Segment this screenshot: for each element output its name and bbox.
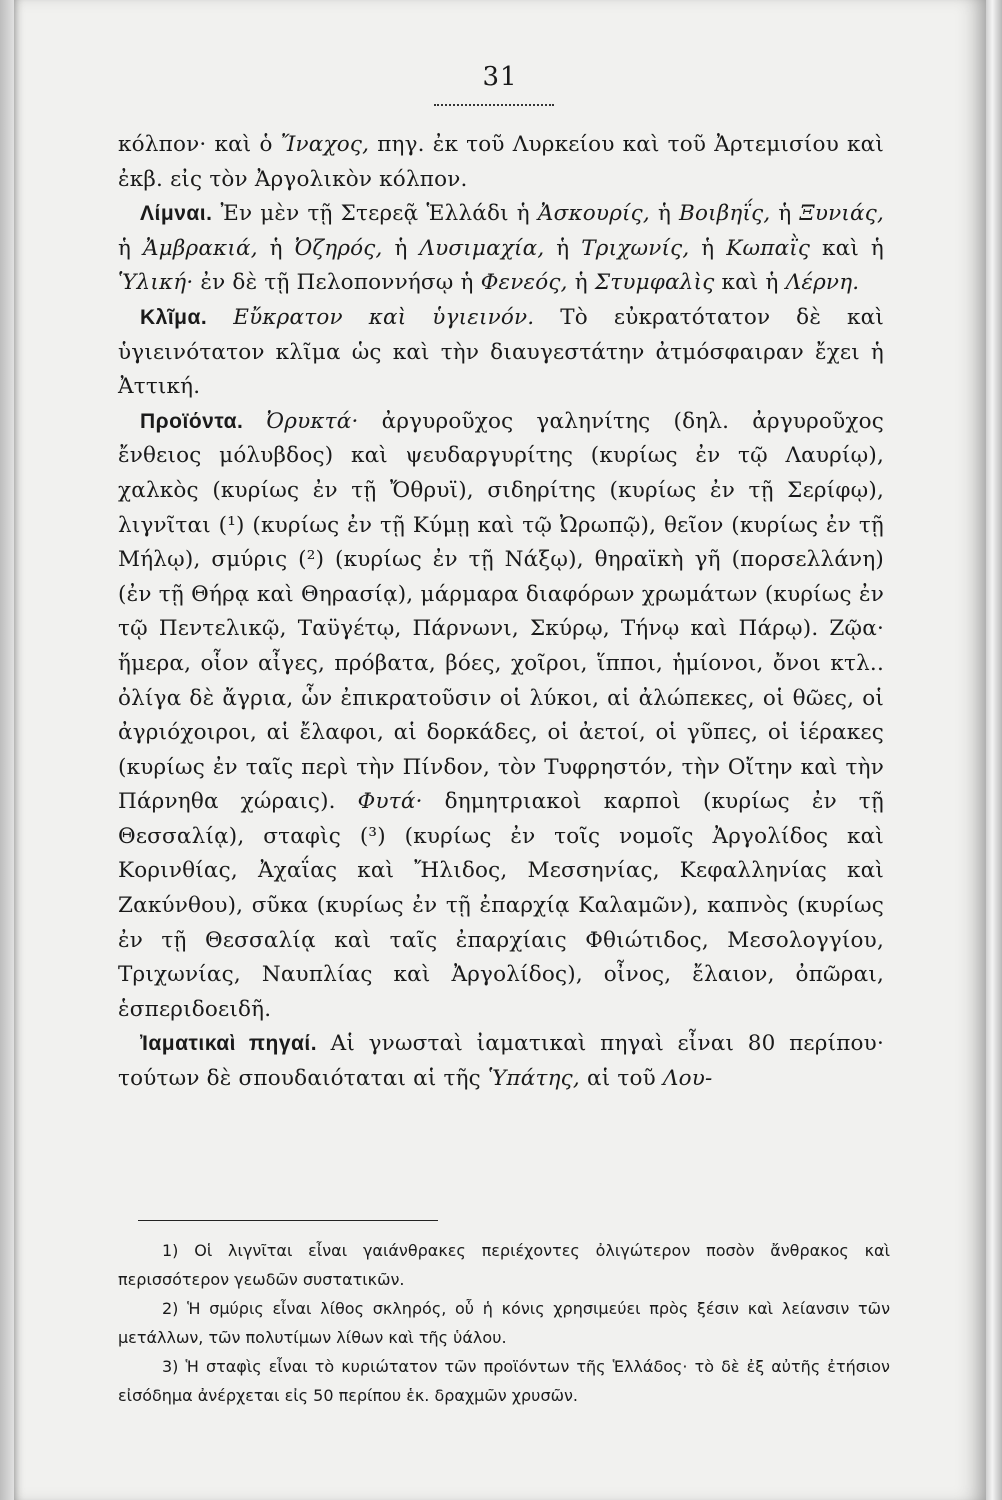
lake-name: Κωπαῒς — [726, 235, 811, 261]
section-heading-iamatikai: Ἰαματικαὶ πηγαί. — [140, 1032, 318, 1056]
paragraph-iamatikai — [118, 1027, 884, 1096]
text-run: δημητριακοὶ καρποὶ (κυρίως ἐν τῇ Θεσσαλίᾳ), σταφὶς (³) (κυρίως ἐν τοῖς νομοῖς Ἀργολίδος καὶ Κορινθίας, Ἀχαΐας καὶ Ἤλιδος, Μεσσηνίας, Κεφαλληνίας καὶ Ζακύνθου), σῦκα (κυρίως ἐν τῇ ἐπαρχίᾳ Καλαμῶν), καπνὸς (κυρίως ἐν τῇ Θεσσαλίᾳ καὶ ταῖς ἐπαρχίαις Φθιώτιδος, Μεσολογγίου, Τριχωνίας, Ναυπλίας καὶ Ἀργολίδος), οἶνος, ἔλαιον, ὀπῶραι, ἑσπεριδοειδῆ. — [118, 789, 884, 1022]
text-run: κόλπον· καὶ ὁ — [118, 132, 281, 157]
text-run: Τὸ εὐκρατότατον δὲ καὶ ὑγιεινότατον κλῖμα ὡς καὶ τὴν διαυγεστάτην ἀτμόσφαιραν ἔχει ἡ Ἀττική. — [118, 304, 884, 400]
text-run: Ἐν μὲν τῇ Στερεᾷ Ἑλλάδι ἡ — [212, 201, 538, 227]
lake-name: Ἀσκουρίς, — [537, 201, 650, 227]
place-name: Λου- — [662, 1066, 713, 1092]
lake-name: Στυμφαλὶς — [594, 270, 715, 296]
footnotes — [118, 1236, 890, 1410]
section-heading-proionta: Προϊόντα. — [140, 409, 244, 433]
text-run: ἡ — [567, 270, 595, 296]
lake-name: Βοιβηΐς, — [679, 201, 771, 227]
footnote-divider — [138, 1220, 438, 1221]
text-run: ἀργυροῦχος γαληνίτης (δηλ. ἀργυροῦχος ἔνθειος μόλυβδος) καὶ ψευδαργυρίτης (κυρίως ἐν τῷ Λαυρίῳ), χαλκὸς (κυρίως ἐν τῇ Ὄθρυϊ), σιδηρίτης (κυρίως ἐν τῇ Σερίφῳ), λιγνῖται (¹) (κυρίως ἐν τῇ Κύμῃ καὶ τῷ Ὠρωπῷ), θεῖον (κυρίως ἐν τῇ Μήλῳ), σμύρις (²) (κυρίως ἐν τῇ Νάξῳ), θηραϊκὴ γῆ (πορσελλάνη) (ἐν τῇ Θήρᾳ καὶ Θηρασίᾳ), μάρμαρα διαφόρων χρωμάτων (κυρίως ἐν τῷ Πεντελικῷ, Ταϋγέτῳ, Πάρνωνι, Σκύρῳ, Τήνῳ καὶ Πάρῳ). Ζῷα· ἥμερα, οἷον αἶγες, πρόβατα, βόες, χοῖροι, ἵπποι, ἡμίονοι, ὄνοι κτλ.. ὀλίγα δὲ ἄγρια, ὧν ἐπικρατοῦσιν οἱ λύκοι, αἱ ἀλώπεκες, οἱ θῶες, οἱ ἀγριόχοιροι, αἱ ἔλαφοι, αἱ δορκάδες, οἱ ἀετοί, οἱ γῦπες, οἱ ἱέρακες (κυρίως ἐν ταῖς περὶ τὴν Πίνδον, τὸν Τυφρηστόν, τὴν Οἴτην καὶ τὴν Πάρνηθα χώραις). — [118, 408, 885, 815]
paragraph-proionta — [118, 405, 884, 1028]
book-page — [14, 0, 986, 1500]
lake-name: Τριχωνίς, — [581, 235, 690, 261]
text-run: ἡ — [649, 201, 680, 227]
lake-name: Λυσιμαχία, — [419, 235, 545, 261]
text-run: ἡ — [689, 235, 727, 261]
lake-name: Φενεός, — [480, 270, 568, 296]
lake-name: Λέρνη. — [785, 270, 860, 296]
text-run: ἐν δὲ τῇ Πελοποννήσῳ ἡ — [193, 270, 481, 296]
footnote: 1) Οἱ λιγνῖται εἶναι γαιάνθρακες περιέχοντες ὀλιγώτερον ποσὸν ἄνθρακος καὶ περισσότερον γεωδῶν συστατικῶν. — [118, 1241, 890, 1289]
place-name: Ὑπάτης, — [487, 1066, 580, 1092]
lake-name: Ὑλική· — [118, 270, 194, 296]
text-run: καὶ ἡ — [810, 235, 884, 261]
emphasis: Ὀρυκτά· — [243, 408, 359, 434]
main-text — [118, 128, 884, 1097]
text-run: ἡ — [118, 235, 143, 261]
emphasis: Εὔκρατον καὶ ὑγιεινόν. — [207, 304, 535, 330]
page-number: 31 — [482, 62, 518, 92]
text-run: ἡ — [770, 201, 800, 227]
lake-name: Ἀμβρακιά, — [142, 235, 258, 261]
text-run: ἡ — [257, 235, 295, 261]
section-heading-klima: Κλῖμα. — [140, 305, 208, 329]
page-edge-right — [986, 0, 1002, 1500]
lake-name: Ὀζηρός, — [294, 235, 383, 261]
paragraph-klima — [118, 301, 884, 405]
page-number-ornament — [434, 100, 554, 106]
river-name: Ἴναχος, — [280, 132, 370, 157]
text-run: ἡ — [382, 235, 420, 261]
text-run: πηγ. ἐκ τοῦ Λυρκείου καὶ τοῦ Ἀρτεμισίου καὶ ἐκβ. εἰς τὸν Ἀργολικὸν κόλπον. — [118, 132, 885, 192]
text-run: Αἱ γνωσταὶ ἰαματικαὶ πηγαὶ εἶναι 80 περίπου· τούτων δὲ σπουδαιόταται αἱ τῆς — [118, 1031, 884, 1092]
text-run: ἡ — [544, 235, 582, 261]
text-run: αἱ τοῦ — [579, 1066, 663, 1092]
lake-name: Ξυνιάς, — [799, 201, 885, 227]
paragraph-limnai — [118, 197, 884, 301]
emphasis: Φυτά· — [335, 789, 423, 815]
section-heading-limnai: Λίμναι. — [140, 202, 213, 226]
footnote: 2) Ἡ σμύρις εἶναι λίθος σκληρός, οὗ ἡ κόνις χρησιμεύει πρὸς ξέσιν καὶ λείανσιν τῶν μετάλλων, τῶν πολυτίμων λίθων καὶ τῆς ὑάλου. — [118, 1299, 890, 1347]
footnote: 3) Ἡ σταφὶς εἶναι τὸ κυριώτατον τῶν προϊόντων τῆς Ἑλλάδος· τὸ δὲ ἐξ αὐτῆς ἐτήσιον εἰσόδημα ἀνέρχεται εἰς 50 περίπου ἑκ. δραχμῶν χρυσῶν. — [118, 1357, 890, 1405]
text-run: καὶ ἡ — [714, 270, 786, 296]
paragraph-continuation — [118, 128, 884, 197]
